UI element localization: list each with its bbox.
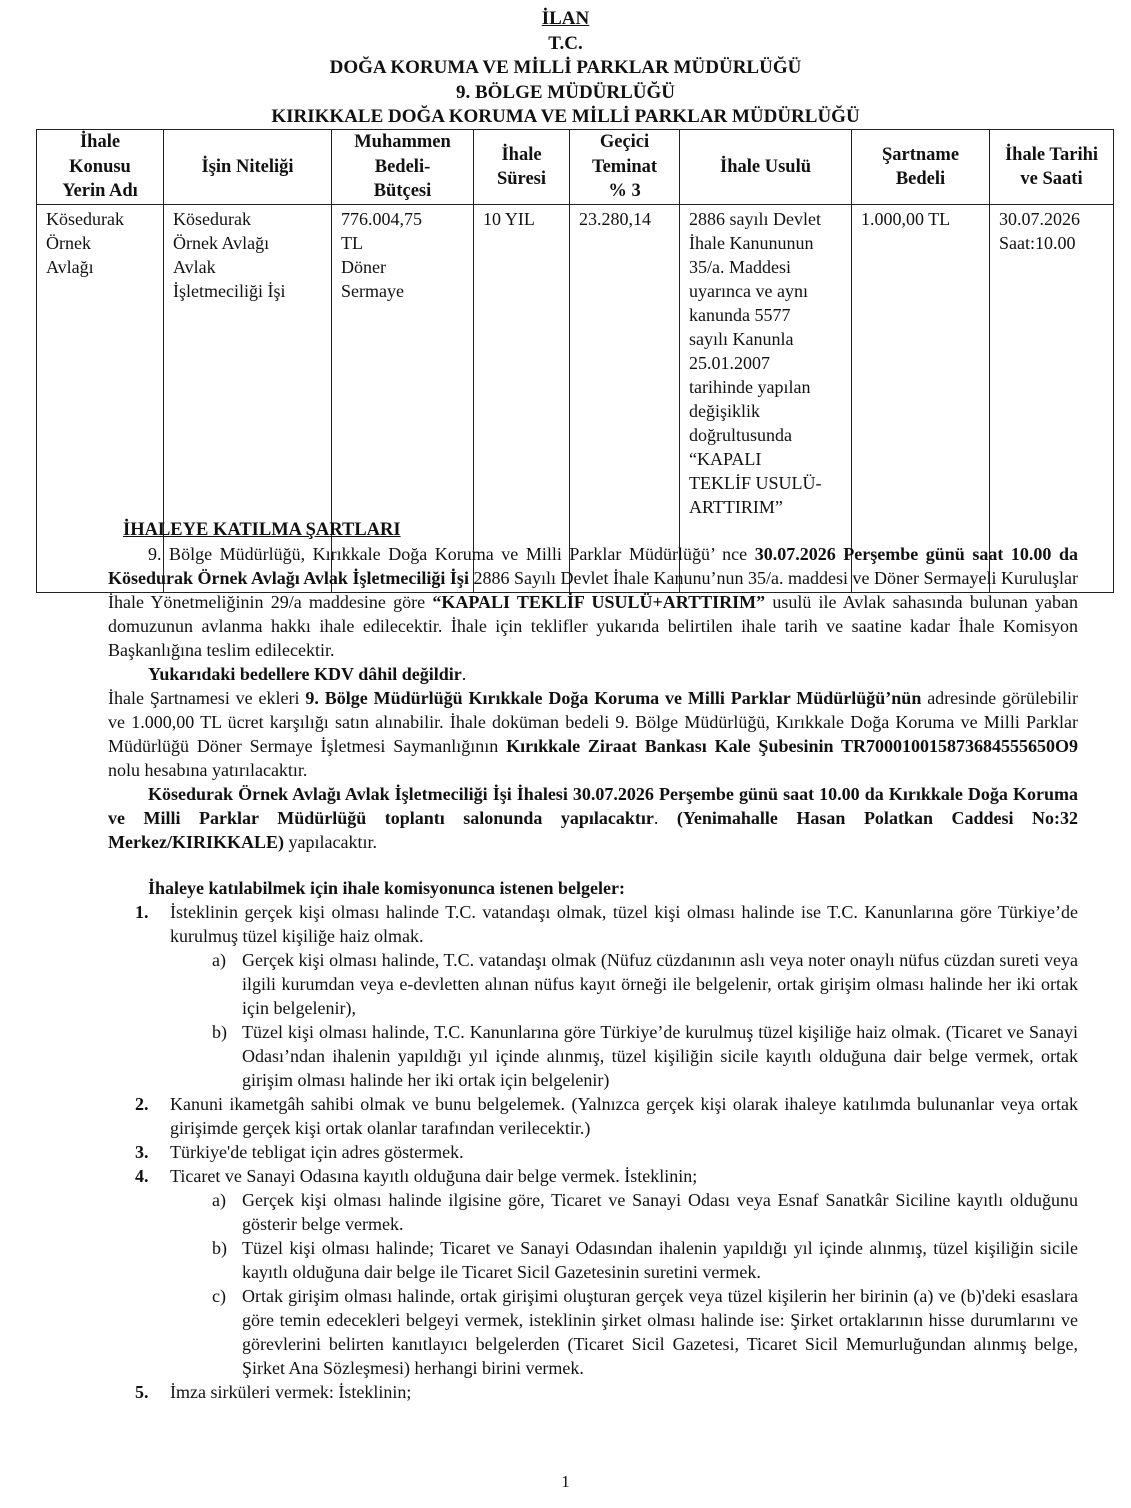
cell-date: 30.07.2026 Saat:10.00 xyxy=(990,205,1114,593)
list-item-number: 4. xyxy=(135,1166,149,1186)
subitem-label: a) xyxy=(212,950,226,970)
cell-nature: Kösedurak Örnek Avlağı Avlak İşletmeciliği İşi xyxy=(164,205,332,593)
conditions-paragraph-1 xyxy=(108,542,1078,662)
subitem-label: b) xyxy=(212,1022,227,1042)
list-subitem xyxy=(212,1188,1078,1236)
list-item-text: Ticaret ve Sanayi Odasına kayıtlı olduğuna dair belge vermek. İsteklinin; xyxy=(170,1166,698,1186)
header-cell-duration: İhale Süresi xyxy=(474,130,570,205)
p4-text-b: . xyxy=(653,808,677,828)
documents-title: İhaleye katılabilmek için ihale komisyonunca istenen belgeler: xyxy=(148,878,626,898)
p3-text-d: Kırıkkale Ziraat Bankası Kale Şubesinin TR700010015873684555650O9 xyxy=(506,736,1078,756)
cell-duration: 10 YIL xyxy=(474,205,570,593)
cell-guarantee: 23.280,14 xyxy=(570,205,680,593)
p1-text-e: usulü ile Avlak sahasında bulunan yaban domuzunun avlanma hakkı ihale edilecektir. İhale için teklifler yukarıda belirtilen ihale tarih ve saatine kadar İhale Komisyon Başkanlığına teslim edilecektir. xyxy=(108,592,1079,660)
subitem-text: Tüzel kişi olması halinde; Ticaret ve Sanayi Odasından ihalenin yapıldığı yıl içinde alınmış, tüzel kişiliğin sicile kayıtlı olduğuna dair belge ile Ticaret Sicil Gazetesinin suretini vermek. xyxy=(242,1238,1078,1282)
p1-text-b: 30.07.2026 Perşembe günü saat 10.00 da Kösedurak Örnek Avlağı Avlak İşletmeciliği İşi xyxy=(108,544,1078,588)
subitem-label: a) xyxy=(212,1190,226,1210)
list-item-number: 2. xyxy=(135,1094,149,1114)
list-item-number: 1. xyxy=(135,902,149,922)
list-subitem xyxy=(212,948,1078,1020)
conditions-title: İHALEYE KATILMA ŞARTLARI xyxy=(123,520,401,540)
list-item-text: Türkiye'de tebligat için adres göstermek. xyxy=(170,1142,464,1162)
list-item-number: 5. xyxy=(135,1382,149,1402)
cell-subject: Kösedurak Örnek Avlağı xyxy=(37,205,164,593)
p1-text-a: 9. Bölge Müdürlüğü, Kırıkkale Doğa Koruma ve Milli Parklar Müdürlüğü’ nce xyxy=(148,544,755,564)
region-name: 9. BÖLGE MÜDÜRLÜĞÜ xyxy=(455,81,676,103)
branch-name: KIRIKKALE DOĞA KORUMA VE MİLLİ PARKLAR MÜDÜRLÜĞÜ xyxy=(271,106,860,127)
conditions-section xyxy=(108,518,1078,1404)
p4-text-d: yapılacaktır. xyxy=(283,832,377,852)
list-subitem xyxy=(212,1284,1078,1380)
subitem-text: Tüzel kişi olması halinde, T.C. Kanunlarına göre Türkiye’de kurulmuş tüzel kişiliğe haiz olmak. (Ticaret ve Sanayi Odası’ndan ihalenin yapıldığı yıl içinde alınmış, tüzel kişiliğin sicile kayıtlı olduğuna dair belge vermek, ortak girişim olması halinde her iki ortak için belgelenir) xyxy=(242,1022,1078,1090)
cell-estimated-cost: 776.004,75 TL Döner Sermaye xyxy=(332,205,474,593)
subitem-text: Gerçek kişi olması halinde ilgisine göre, Ticaret ve Sanayi Odası veya Esnaf Sanatkâr Siciline kayıtlı olduğunu gösterir belge vermek. xyxy=(242,1190,1078,1234)
documents-title-wrap xyxy=(108,876,1078,900)
subitem-text: Ortak girişim olması halinde, ortak girişimi oluşturan gerçek veya tüzel kişilerin her birinin (a) ve (b)'deki esaslara göre temin edecekleri belgeyi vermek, isteklinin şirket olması halinde ise: Şirket ortaklarının hisse durumlarını ve görevlerini belirten kanıtlayıcı belgelerden (Ticaret Sicil Gazetesi, Ticaret Sicil Memurluğundan alınmış belge, Şirket Ana Sözleşmesi) herhangi birini vermek. xyxy=(242,1286,1078,1378)
p2-text-end: . xyxy=(461,664,467,684)
cell-method: 2886 sayılı Devlet İhale Kanununun 35/a. Maddesi uyarınca ve aynı kanunda 5577 sayılı Kanunla 25.01.2007 tarihinde yapılan değişiklik doğrultusunda “KAPALI TEKLİF USULÜ- ARTTIRIM” xyxy=(680,205,852,593)
conditions-paragraph-3 xyxy=(108,686,1078,782)
subitem-text: Gerçek kişi olması halinde, T.C. vatandaşı olmak (Nüfuz cüzdanının aslı veya noter onaylı nüfus cüzdan sureti veya ilgili kurumdan veya e-devletten alınan nüfus kayıt örneği ile belgelenir, ortak girişim olması halinde her iki ortak için belgelenir), xyxy=(242,950,1078,1018)
header-cell-nature: İşin Niteliği xyxy=(164,130,332,205)
list-item xyxy=(0,1140,1078,1164)
subitem-label: c) xyxy=(212,1286,226,1306)
conditions-paragraph-4 xyxy=(108,782,1078,854)
subitem-label: b) xyxy=(212,1238,227,1258)
p1-text-c: 2886 Sayılı Devlet İhale Kanunu’nun 35/a. maddesi ve Döner Sermayeli Kuruluşlar İhale Yönetmeliğinin 29/a maddesine göre xyxy=(108,568,1078,612)
announcement-header xyxy=(0,7,1131,130)
header-cell-estimated-cost: Muhammen Bedeli- Bütçesi xyxy=(332,130,474,205)
list-item xyxy=(0,1164,1078,1188)
list-item-text: İmza sirküleri vermek: İsteklinin; xyxy=(170,1382,412,1402)
p1-text-d: “KAPALI TEKLİF USULÜ+ARTTIRIM” xyxy=(432,592,766,612)
list-subitem xyxy=(212,1020,1078,1092)
country-label: T.C. xyxy=(548,32,583,54)
header-cell-subject: İhale Konusu Yerin Adı xyxy=(37,130,164,205)
p4-text-c: (Yenimahalle Hasan Polatkan Caddesi No:32 Merkez/KIRIKKALE) xyxy=(108,808,1079,852)
announcement-title: İLAN xyxy=(541,8,590,29)
header-cell-spec-fee: Şartname Bedeli xyxy=(852,130,990,205)
list-item-number: 3. xyxy=(135,1142,149,1162)
header-cell-date: İhale Tarihi ve Saati xyxy=(990,130,1114,205)
list-item xyxy=(0,1092,1078,1140)
list-item-text: Kanuni ikametgâh sahibi olmak ve bunu belgelemek. (Yalnızca gerçek kişi olarak ihaleye katılımda bulunanlar veya ortak girişimde gerçek kişi ortak olanlar tarafından verilecektir.) xyxy=(170,1094,1078,1138)
p2-text: Yukarıdaki bedellere KDV dâhil değildir xyxy=(148,664,462,684)
list-item xyxy=(0,1380,1078,1404)
documents-list xyxy=(0,900,1078,1404)
list-subitem xyxy=(212,1236,1078,1284)
p3-text-e: nolu hesabına yatırılacaktır. xyxy=(108,760,308,780)
header-cell-method: İhale Usulü xyxy=(680,130,852,205)
header-cell-guarantee: Geçici Teminat % 3 xyxy=(570,130,680,205)
page-number: 1 xyxy=(561,1472,570,1491)
p3-text-c: adresinde görülebilir ve 1.000,00 TL ücret karşılığı satın alınabilir. İhale doküman bedeli 9. Bölge Müdürlüğü, Kırıkkale Doğa Koruma ve Milli Parklar Müdürlüğü Döner Sermaye İşletmesi Saymanlığının xyxy=(108,688,1078,756)
ministry-name: DOĞA KORUMA VE MİLLİ PARKLAR MÜDÜRLÜĞÜ xyxy=(329,57,802,78)
conditions-paragraph-2 xyxy=(108,662,1078,686)
p3-text-a: İhale Şartnamesi ve ekleri xyxy=(108,688,306,708)
p4-text-a: Kösedurak Örnek Avlağı Avlak İşletmeciliği İşi İhalesi 30.07.2026 Perşembe günü saat 10.00 da Kırıkkale Doğa Koruma ve Milli Parklar Müdürlüğü toplantı salonunda yapılacaktır xyxy=(108,784,1078,828)
list-item xyxy=(0,900,1078,948)
list-item-text: İsteklinin gerçek kişi olması halinde T.C. vatandaşı olmak, tüzel kişi olması halinde ise T.C. Kanunlarına göre Türkiye’de kurulmuş tüzel kişiliğe haiz olmak. xyxy=(170,902,1078,946)
p3-text-b: 9. Bölge Müdürlüğü Kırıkkale Doğa Koruma ve Milli Parklar Müdürlüğü’nün xyxy=(305,688,922,708)
cell-spec-fee: 1.000,00 TL xyxy=(852,205,990,593)
table-header-row xyxy=(37,130,1114,205)
